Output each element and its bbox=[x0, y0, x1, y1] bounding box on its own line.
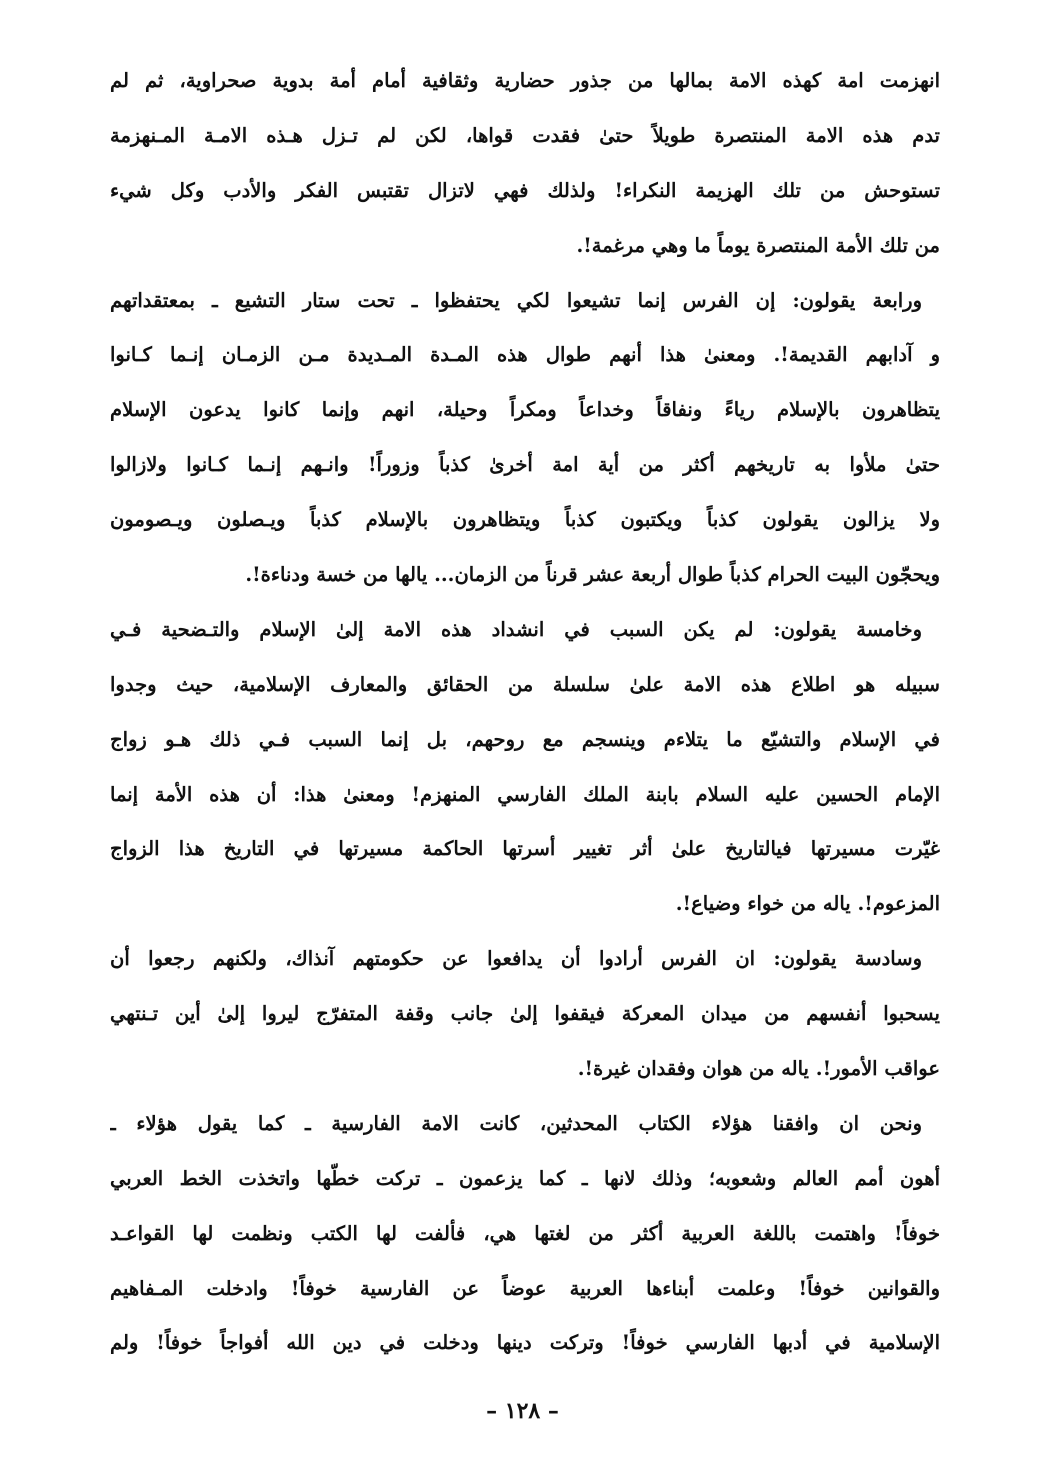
text-line: عواقب الأمور!. ياله من هوان وفقدان غيرة!. bbox=[577, 1057, 940, 1081]
text-line: ورابعة يقولون: إن الفرس إنما تشيعوا لكي يحتفظوا ـ تحت ستار التشيع ـ بمعتقداتهم bbox=[110, 288, 922, 312]
paragraph-5 bbox=[110, 1097, 940, 1371]
text-line: تدم هذه الامة المنتصرة طويلاً حتىٰ فقدت قواها، لكن لم تـزل هـذه الامـة المـنهزمة bbox=[110, 123, 940, 147]
text-line: غيّرت مسيرتها فيالتاريخ علىٰ أثر تغيير أسرتها الحاكمة مسيرتها في التاريخ هذا الزواج bbox=[110, 837, 940, 861]
text-line: وسادسة يقولون: ان الفرس أرادوا أن يدافعوا عن حكومتهم آنذاك، ولكنهم رجعوا أن bbox=[110, 947, 922, 971]
text-line: انهزمت امة كهذه الامة بمالها من جذور حضارية وثقافية أمام أمة بدوية صحراوية، ثم لم bbox=[110, 69, 940, 92]
text-line: أهون أمم العالم وشعوبه؛ وذلك لانها ـ كما يزعمون ـ تركت خطّها واتخذت الخط العربي bbox=[110, 1166, 940, 1190]
text-line: ويحجّون البيت الحرام كذباً طوال أربعة عشر قرناً من الزمان... يالها من خسة ودناءة!. bbox=[245, 563, 940, 587]
text-line: ونحن ان وافقنا هؤلاء الكتاب المحدثين، كانت الامة الفارسية ـ كما يقول هؤلاء ـ bbox=[110, 1111, 922, 1135]
paragraph-3 bbox=[110, 603, 940, 932]
text-line: و آدابهم القديمة!. ومعنىٰ هذا أنهم طوال هذه المـدة المـديدة مـن الزمـان إنـما كـانوا bbox=[110, 343, 940, 367]
page-number: – ١٢٨ – bbox=[486, 1398, 559, 1424]
text-line: يتظاهرون بالإسلام رياءً ونفاقاً وخداعاً ومكراً وحيلة، انهم وإنما كانوا يدعون الإسلام bbox=[110, 398, 940, 422]
text-line: في الإسلام والتشيّع ما يتلاءم وينسجم مع روحهم، بل إنما السبب فـي ذلك هـو زواج bbox=[110, 727, 940, 751]
text-line: حتىٰ ملأوا به تاريخهم أكثر من أية امة أخرىٰ كذباً وزوراً! وانـهم إنـما كـانوا ولازالوا bbox=[110, 453, 940, 477]
page-body bbox=[110, 54, 940, 1371]
text-line: يسحبوا أنفسهم من ميدان المعركة فيقفوا إلىٰ جانب وقفة المتفرّج ليروا إلىٰ أين تـنتهي bbox=[110, 1002, 940, 1026]
text-line: والقوانين خوفاً! وعلمت أبناءها العربية عوضاً عن الفارسية خوفاً! وادخلت المـفاهيم bbox=[110, 1276, 940, 1300]
paragraph-1 bbox=[110, 54, 940, 274]
text-line: وخامسة يقولون: لم يكن السبب في انشداد هذه الامة إلىٰ الإسلام والتـضحية فـي bbox=[110, 617, 922, 641]
paragraph-4 bbox=[110, 932, 940, 1097]
text-line: خوفاً! واهتمت باللغة العربية أكثر من لغتها هي، فألفت لها الكتب ونظمت لها القواعـد bbox=[110, 1221, 940, 1245]
text-line: تستوحش من تلك الهزيمة النكراء! ولذلك فهي لاتزال تقتبس الفكر والأدب وكل شيء bbox=[110, 178, 940, 202]
text-line: الإسلامية في أدبها الفارسي خوفاً! وتركت دينها ودخلت في دين الله أفواجاً خوفاً! ولم bbox=[110, 1331, 940, 1355]
text-line: الإمام الحسين عليه السلام بابنة الملك الفارسي المنهزم! ومعنىٰ هذا: أن هذه الأمة إنما bbox=[110, 782, 940, 806]
text-line: ولا يزالون يقولون كذباً ويكتبون كذباً ويتظاهرون بالإسلام كذباً ويـصلون ويـصومون bbox=[110, 508, 940, 532]
text-line: المزعوم!. ياله من خواء وضياع!. bbox=[675, 892, 940, 916]
paragraph-2 bbox=[110, 274, 940, 603]
text-line: سبيله هو اطلاع هذه الامة علىٰ سلسلة من الحقائق والمعارف الإسلامية، حيث وجدوا bbox=[110, 672, 940, 696]
text-line: من تلك الأمة المنتصرة يوماً ما وهي مرغمة!. bbox=[576, 233, 940, 257]
